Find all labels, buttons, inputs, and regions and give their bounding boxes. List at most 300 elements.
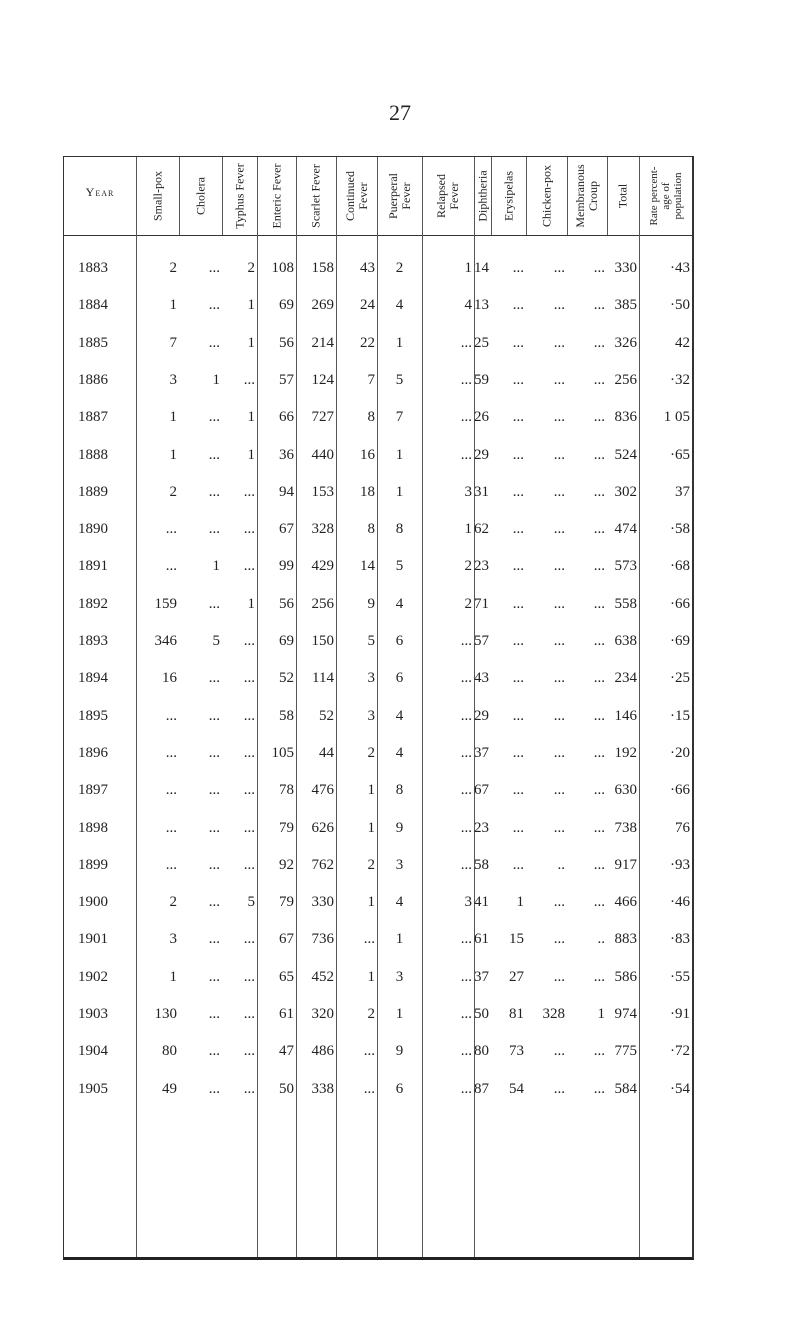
header-cell	[491, 157, 526, 235]
header-cell	[336, 157, 377, 235]
table-row	[64, 920, 692, 958]
table-cell: 153	[311, 483, 334, 500]
table-cell: 24	[360, 297, 375, 314]
table-row	[64, 995, 692, 1033]
table-cell: ...	[165, 521, 177, 538]
table-cell: ..	[597, 931, 605, 948]
table-cell: 2	[367, 1006, 375, 1022]
table-cell: ...	[208, 856, 220, 873]
table-cell: 57	[279, 371, 294, 388]
table-cell: ...	[593, 409, 605, 426]
table-cell: 3	[395, 968, 404, 985]
table-cell: ...	[460, 446, 472, 463]
table-cell: 26	[474, 409, 489, 426]
table-cell: ...	[553, 260, 565, 276]
table-cell: ...	[460, 371, 472, 388]
table-cell: ...	[208, 744, 220, 761]
table-cell: ...	[512, 633, 524, 649]
table-cell: 61	[474, 931, 489, 948]
table-cell: ...	[553, 782, 565, 799]
table-row	[64, 697, 692, 735]
table-cell: 1	[169, 409, 177, 426]
table-cell: 69	[279, 633, 294, 649]
table-cell: 727	[311, 409, 334, 426]
table-cell: ...	[243, 931, 255, 948]
table-cell: ...	[208, 1080, 220, 1097]
table-cell: 92	[279, 856, 294, 873]
table-cell: 214	[311, 334, 334, 351]
table-cell: ...	[165, 707, 177, 724]
table-cell: ·54	[670, 1080, 690, 1097]
table-cell: 1	[395, 334, 404, 351]
table-cell: 1	[247, 446, 255, 463]
table-cell: 1	[597, 1006, 605, 1022]
table-cell: ...	[512, 521, 524, 538]
table-cell: ...	[243, 670, 255, 687]
table-cell: 2	[247, 260, 255, 276]
table-cell: ...	[593, 1043, 605, 1060]
table-cell: ..	[557, 856, 565, 873]
table-cell: ·66	[670, 782, 690, 799]
table-cell: ...	[512, 297, 524, 314]
table-cell: ·83	[670, 931, 690, 948]
table-cell: 3	[367, 707, 375, 724]
table-cell: 638	[614, 633, 637, 649]
header-label: Small-pox	[149, 171, 164, 221]
table-cell: ·93	[670, 856, 690, 873]
table-cell: 58	[474, 856, 489, 873]
table-cell: 2	[367, 856, 375, 873]
table-cell: ...	[243, 968, 255, 985]
table-cell: 58	[279, 707, 294, 724]
table-cell: ...	[208, 707, 220, 724]
table-cell: ...	[208, 819, 220, 836]
table-cell: 67	[279, 521, 294, 538]
table-cell: 1	[247, 297, 255, 314]
table-cell: ...	[460, 670, 472, 687]
table-cell: ...	[593, 782, 605, 799]
table-cell: 158	[311, 260, 334, 276]
table-cell: ...	[165, 744, 177, 761]
table-cell: ...	[243, 521, 255, 538]
table-cell: ...	[553, 446, 565, 463]
column-rule	[491, 157, 492, 235]
table-cell: 630	[614, 782, 637, 799]
header-cell	[422, 157, 474, 235]
year-cell: 1898	[78, 819, 108, 836]
table-cell: 7	[395, 409, 404, 426]
table-cell: 80	[474, 1043, 489, 1060]
table-cell: ...	[243, 782, 255, 799]
table-cell: 25	[474, 334, 489, 351]
table-cell: ...	[512, 446, 524, 463]
table-cell: 79	[279, 819, 294, 836]
table-cell: ...	[593, 446, 605, 463]
table-row	[64, 510, 692, 548]
table-cell: ...	[553, 633, 565, 649]
table-cell: 150	[311, 633, 334, 649]
header-label: Relapsed Fever	[433, 174, 461, 218]
table-cell: 114	[312, 670, 334, 687]
table-cell: ·15	[670, 707, 690, 724]
table-cell: 3	[464, 894, 472, 911]
table-cell: 4	[464, 297, 472, 314]
table-cell: 36	[279, 446, 294, 463]
table-cell: 2	[464, 558, 472, 575]
table-cell: ...	[512, 558, 524, 575]
table-cell: ...	[243, 371, 255, 388]
header-cell	[567, 157, 607, 235]
table-cell: ...	[165, 856, 177, 873]
table-row	[64, 734, 692, 772]
table-cell: ...	[460, 334, 472, 351]
table-cell: 974	[614, 1006, 637, 1022]
table-cell: 429	[311, 558, 334, 575]
table-cell: ...	[243, 1006, 255, 1022]
table-cell: 346	[154, 633, 177, 649]
table-cell: 54	[509, 1080, 524, 1097]
table-cell: ...	[593, 707, 605, 724]
table-cell: ...	[593, 633, 605, 649]
year-cell: 1883	[78, 260, 108, 276]
table-cell: 775	[614, 1043, 637, 1060]
table-cell: 57	[474, 633, 489, 649]
table-cell: 1	[395, 446, 404, 463]
year-cell: 1894	[78, 670, 108, 687]
table-cell: 67	[279, 931, 294, 948]
table-cell: ...	[208, 968, 220, 985]
table-cell: ...	[460, 1006, 472, 1022]
table-cell: 4	[395, 894, 404, 911]
table-cell: 917	[614, 856, 637, 873]
table-cell: ...	[512, 856, 524, 873]
table-cell: 5	[395, 558, 404, 575]
table-cell: ...	[243, 819, 255, 836]
year-cell: 1884	[78, 297, 108, 314]
header-year: Year	[85, 185, 115, 199]
column-rule	[567, 157, 568, 235]
header-cell	[296, 157, 336, 235]
table-cell: ·69	[670, 633, 690, 649]
table-cell: ...	[460, 782, 472, 799]
table-cell: 320	[311, 1006, 334, 1022]
table-cell: ...	[165, 558, 177, 575]
table-row	[64, 473, 692, 511]
table-cell: 4	[395, 707, 404, 724]
table-cell: ...	[553, 931, 565, 948]
table-cell: 65	[279, 968, 294, 985]
table-cell: 59	[474, 371, 489, 388]
table-cell: ...	[208, 297, 220, 314]
column-rule	[526, 157, 527, 235]
table-cell: 124	[311, 371, 334, 388]
table-cell: 3	[169, 931, 177, 948]
table-cell: 9	[395, 1043, 404, 1060]
table-cell: ...	[512, 260, 524, 276]
table-cell: ...	[553, 819, 565, 836]
table-cell: ...	[593, 334, 605, 351]
table-cell: 1	[516, 894, 524, 911]
header-label: Membranous Croup	[572, 164, 600, 228]
table-cell: 836	[614, 409, 637, 426]
table-cell: ...	[460, 1043, 472, 1060]
table-cell: ...	[553, 371, 565, 388]
table-cell: ...	[593, 968, 605, 985]
table-cell: 573	[614, 558, 637, 575]
table-cell: 1	[367, 968, 375, 985]
table-cell: ...	[553, 595, 565, 612]
table-cell: ...	[512, 819, 524, 836]
table-cell: 5	[247, 894, 255, 911]
table-cell: ...	[553, 558, 565, 575]
table-cell: 71	[474, 595, 489, 612]
table-cell: 76	[675, 819, 690, 836]
year-cell: 1887	[78, 409, 108, 426]
table-cell: 105	[271, 744, 294, 761]
table-cell: 6	[395, 1080, 404, 1097]
year-cell: 1904	[78, 1043, 108, 1060]
table-cell: 3	[169, 371, 177, 388]
table-cell: ·68	[670, 558, 690, 575]
year-cell: 1889	[78, 483, 108, 500]
table-cell: 762	[311, 856, 334, 873]
table-cell: 43	[360, 260, 375, 276]
year-cell: 1890	[78, 521, 108, 538]
table-cell: 67	[474, 782, 489, 799]
table-cell: ...	[208, 446, 220, 463]
table-cell: 29	[474, 707, 489, 724]
table-cell: 1	[464, 260, 472, 276]
year-cell: 1896	[78, 744, 108, 761]
header-cell	[607, 157, 639, 235]
table-cell: ...	[243, 856, 255, 873]
table-cell: 22	[360, 334, 375, 351]
table-cell: ...	[553, 409, 565, 426]
header-label: Scarlet Fever	[308, 164, 323, 228]
header-separator	[64, 235, 692, 236]
table-row	[64, 958, 692, 996]
column-rule	[607, 157, 608, 235]
table-cell: ...	[512, 483, 524, 500]
table-cell: ...	[593, 856, 605, 873]
table-cell: ...	[460, 968, 472, 985]
table-cell: 37	[474, 744, 489, 761]
table-cell: 256	[311, 595, 334, 612]
table-cell: ...	[593, 521, 605, 538]
table-cell: ...	[593, 670, 605, 687]
table-cell: ·43	[670, 260, 690, 276]
table-cell: 159	[154, 595, 177, 612]
table-row	[64, 436, 692, 474]
year-cell: 1902	[78, 968, 108, 985]
table-cell: ...	[593, 1080, 605, 1097]
table-cell: 15	[509, 931, 524, 948]
table-cell: 43	[474, 670, 489, 687]
table-cell: ...	[512, 595, 524, 612]
table-cell: ...	[593, 558, 605, 575]
table-cell: 1	[169, 968, 177, 985]
table-cell: ...	[553, 707, 565, 724]
column-rule	[222, 157, 223, 235]
year-cell: 1899	[78, 856, 108, 873]
table-cell: ...	[208, 1006, 220, 1022]
header-cell	[639, 157, 692, 235]
table-cell: 476	[311, 782, 334, 799]
table-cell: 440	[311, 446, 334, 463]
table-cell: 584	[614, 1080, 637, 1097]
header-label: Continued Fever	[342, 171, 370, 221]
table-cell: 2	[367, 744, 375, 761]
table-cell: ...	[460, 633, 472, 649]
table-cell: ...	[553, 968, 565, 985]
table-cell: ...	[363, 1080, 375, 1097]
table-row	[64, 585, 692, 623]
table-cell: ...	[593, 595, 605, 612]
year-cell: 1900	[78, 894, 108, 911]
table-cell: ...	[208, 670, 220, 687]
table-cell: 8	[395, 782, 404, 799]
table-cell: 49	[162, 1080, 177, 1097]
table-cell: 41	[474, 894, 489, 911]
table-cell: ...	[165, 782, 177, 799]
table-cell: 29	[474, 446, 489, 463]
table-cell: 524	[614, 446, 637, 463]
table-cell: 234	[614, 670, 637, 687]
disease-statistics-table	[63, 156, 694, 1260]
table-cell: ...	[460, 707, 472, 724]
table-cell: 2	[464, 595, 472, 612]
table-row	[64, 1032, 692, 1070]
table-cell: 44	[319, 744, 334, 761]
table-cell: 37	[675, 483, 690, 500]
table-cell: 78	[279, 782, 294, 799]
table-cell: 7	[169, 334, 177, 351]
table-cell: ·58	[670, 521, 690, 538]
table-cell: 1	[169, 446, 177, 463]
table-cell: ·46	[670, 894, 690, 911]
table-cell: ·66	[670, 595, 690, 612]
header-label: Total	[615, 183, 630, 209]
header-cell	[377, 157, 422, 235]
table-row	[64, 361, 692, 399]
table-cell: ...	[512, 670, 524, 687]
table-cell: 1	[367, 782, 375, 799]
table-cell: 1	[464, 521, 472, 538]
table-cell: 14	[360, 558, 375, 575]
table-cell: 626	[311, 819, 334, 836]
table-cell: 16	[360, 446, 375, 463]
table-cell: ...	[512, 782, 524, 799]
table-cell: 5	[212, 633, 220, 649]
table-cell: ...	[363, 1043, 375, 1060]
table-cell: 130	[154, 1006, 177, 1022]
year-cell: 1895	[78, 707, 108, 724]
table-cell: ...	[208, 595, 220, 612]
table-cell: ...	[593, 483, 605, 500]
table-cell: 5	[395, 371, 404, 388]
table-cell: 1	[169, 297, 177, 314]
table-cell: 18	[360, 483, 375, 500]
table-row	[64, 883, 692, 921]
table-cell: ...	[553, 1080, 565, 1097]
table-cell: 3	[367, 670, 375, 687]
year-cell: 1905	[78, 1080, 108, 1097]
table-cell: 56	[279, 334, 294, 351]
table-cell: 94	[279, 483, 294, 500]
table-cell: ...	[593, 297, 605, 314]
table-cell: ...	[243, 1080, 255, 1097]
table-cell: ...	[208, 260, 220, 276]
table-cell: ...	[553, 744, 565, 761]
table-cell: ...	[593, 371, 605, 388]
table-cell: ·91	[670, 1006, 690, 1022]
year-cell: 1893	[78, 633, 108, 649]
table-cell: 8	[395, 521, 404, 538]
year-cell: 1897	[78, 782, 108, 799]
table-cell: 14	[474, 260, 489, 276]
table-cell: ...	[208, 409, 220, 426]
year-cell: 1903	[78, 1006, 108, 1022]
table-cell: ...	[512, 334, 524, 351]
table-cell: 16	[162, 670, 177, 687]
table-cell: 62	[474, 521, 489, 538]
table-cell: ·72	[670, 1043, 690, 1060]
table-cell: 5	[367, 633, 375, 649]
table-cell: ...	[460, 819, 472, 836]
table-cell: 69	[279, 297, 294, 314]
table-cell: ...	[553, 521, 565, 538]
table-row	[64, 809, 692, 847]
table-cell: ...	[553, 1043, 565, 1060]
table-cell: ...	[363, 931, 375, 948]
table-cell: ...	[460, 931, 472, 948]
table-row	[64, 846, 692, 884]
header-cell	[474, 157, 491, 235]
table-row	[64, 622, 692, 660]
table-cell: ...	[208, 1043, 220, 1060]
table-cell: ...	[460, 744, 472, 761]
table-cell: 2	[169, 894, 177, 911]
table-cell: 7	[367, 371, 375, 388]
table-cell: ...	[553, 670, 565, 687]
column-rule	[179, 157, 180, 235]
table-cell: ·20	[670, 744, 690, 761]
table-cell: 338	[311, 1080, 334, 1097]
year-cell: 1885	[78, 334, 108, 351]
table-cell: 52	[279, 670, 294, 687]
header-label: Puerperal Fever	[385, 173, 413, 219]
table-cell: 192	[614, 744, 637, 761]
table-cell: ...	[165, 819, 177, 836]
table-cell: 47	[279, 1043, 294, 1060]
table-row	[64, 286, 692, 324]
table-cell: 736	[311, 931, 334, 948]
table-cell: 4	[395, 595, 404, 612]
table-cell: ...	[243, 483, 255, 500]
table-cell: 99	[279, 558, 294, 575]
table-cell: 108	[271, 260, 294, 276]
table-cell: ·25	[670, 670, 690, 687]
table-cell: 1	[212, 371, 220, 388]
table-cell: 87	[474, 1080, 489, 1097]
table-cell: 328	[311, 521, 334, 538]
table-cell: ...	[553, 297, 565, 314]
table-cell: ...	[208, 894, 220, 911]
header-cell	[179, 157, 222, 235]
year-cell: 1891	[78, 558, 108, 575]
table-cell: 4	[395, 297, 404, 314]
table-cell: 385	[614, 297, 637, 314]
